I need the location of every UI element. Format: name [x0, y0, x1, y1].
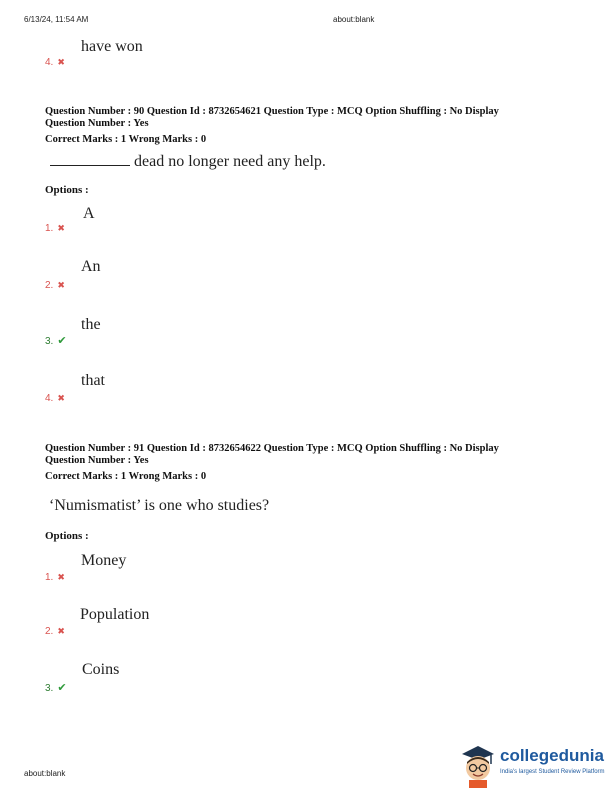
q90-option-1-text: A	[83, 205, 95, 222]
q91-option-1-number: 1. ✖	[45, 572, 65, 583]
q90-marks: Correct Marks : 1 Wrong Marks : 0	[45, 134, 207, 145]
q91-option-1-text: Money	[81, 552, 127, 569]
prev-option-4-number: 4. ✖	[45, 57, 65, 68]
q90-option-4-number: 4. ✖	[45, 393, 65, 404]
q90-option-2-text: An	[81, 258, 101, 275]
q91-option-2-number: 2. ✖	[45, 626, 65, 637]
wrong-mark-icon: ✖	[57, 572, 65, 582]
print-footer-url: about:blank	[24, 769, 66, 778]
q90-option-2-number: 2. ✖	[45, 280, 65, 291]
print-page-title: about:blank	[333, 15, 375, 24]
wrong-mark-icon: ✖	[57, 280, 65, 290]
wrong-mark-icon: ✖	[57, 626, 65, 636]
prev-option-4-text: have won	[81, 38, 143, 55]
q91-option-2-text: Population	[80, 606, 150, 623]
print-datetime: 6/13/24, 11:54 AM	[24, 15, 89, 24]
collegedunia-logo	[458, 742, 610, 788]
q90-option-3-number: 3. ✔	[45, 335, 67, 347]
q90-meta-line2: Question Number : Yes	[45, 118, 149, 129]
correct-check-icon: ✔	[57, 682, 67, 694]
q91-option-3-number: 3. ✔	[45, 682, 67, 694]
q90-option-4-text: that	[81, 372, 105, 389]
correct-check-icon: ✔	[57, 335, 67, 347]
mascot-icon	[458, 742, 498, 788]
q91-option-3-text: Coins	[82, 661, 120, 678]
fill-in-blank	[50, 153, 130, 166]
q90-question-text: dead no longer need any help.	[134, 153, 326, 170]
logo-tagline: India's largest Student Review Platform	[500, 769, 605, 775]
q90-question	[50, 153, 326, 171]
q90-meta	[45, 106, 499, 130]
q90-options-label: Options :	[45, 184, 89, 196]
wrong-mark-icon: ✖	[57, 393, 65, 403]
q91-options-label: Options :	[45, 530, 89, 542]
wrong-mark-icon: ✖	[57, 57, 65, 67]
q91-meta	[45, 443, 499, 467]
q91-marks: Correct Marks : 1 Wrong Marks : 0	[45, 471, 207, 482]
logo-wordmark: collegedunia	[500, 746, 604, 765]
q90-meta-line1: Question Number : 90 Question Id : 8732654621 Question Type : MCQ Option Shuffling : No Display	[45, 106, 499, 117]
q91-meta-line2: Question Number : Yes	[45, 455, 149, 466]
q90-option-3-text: the	[81, 316, 101, 333]
q91-question: ‘Numismatist’ is one who studies?	[49, 497, 270, 514]
q91-meta-line1: Question Number : 91 Question Id : 8732654622 Question Type : MCQ Option Shuffling : No Display	[45, 443, 499, 454]
q90-option-1-number: 1. ✖	[45, 223, 65, 234]
wrong-mark-icon: ✖	[57, 223, 65, 233]
